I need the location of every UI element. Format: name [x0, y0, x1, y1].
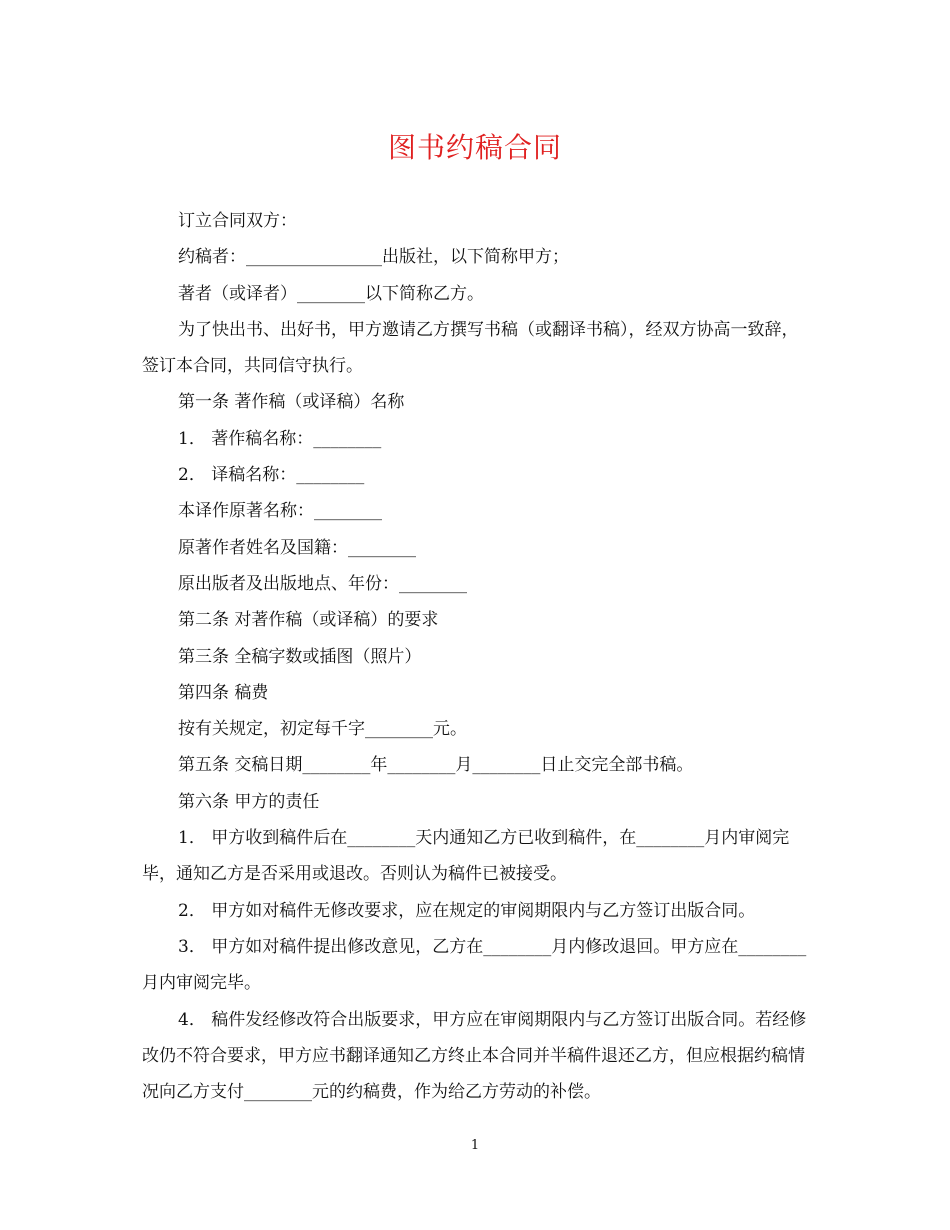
article-3-heading: 第三条 全稿字数或插图（照片） [178, 646, 422, 667]
article-2-heading: 第二条 对著作稿（或译稿）的要求 [178, 610, 439, 631]
article-5-heading: 第五条 交稿日期________年________月________日止交完全部书稿。 [178, 755, 694, 776]
article-4-heading: 第四条 稿费 [178, 682, 269, 703]
paragraph-author: 著者（或译者）________以下简称乙方。 [178, 283, 484, 304]
article-4-fee-line: 按有关规定，初定每千字________元。 [178, 719, 467, 740]
paragraph-parties: 订立合同双方： [178, 211, 297, 231]
original-publisher-line: 原出版者及出版地点、年份：________ [178, 573, 467, 594]
original-author-line: 原著作者姓名及国籍：________ [178, 537, 416, 558]
article-6-item-3: 3． 甲方如对稿件提出修改意见，乙方在________月内修改退回。甲方应在________月内审阅完毕。 [142, 936, 807, 994]
article-6-item-2: 2． 甲方如对稿件无修改要求，应在规定的审阅期限内与乙方签订出版合同。 [178, 900, 756, 921]
paragraph-commissioner: 约稿者：________________出版社，以下简称甲方； [178, 247, 569, 268]
article-1-item-1: 1． 著作稿名称：________ [178, 428, 382, 449]
document-title: 图书约稿合同 [387, 131, 562, 164]
article-6-heading: 第六条 甲方的责任 [178, 791, 320, 812]
paragraph-preamble: 为了快出书、出好书，甲方邀请乙方撰写书稿（或翻译书稿），经双方协高一致辞，签订本合同，共同信守执行。 [142, 319, 799, 377]
document-body [142, 203, 807, 1110]
article-6-item-1: 1． 甲方收到稿件后在________天内通知乙方已收到稿件，在________月内审阅完毕，通知乙方是否采用或退改。否则认为稿件已被接受。 [142, 828, 790, 885]
original-title-line: 本译作原著名称：________ [178, 501, 382, 522]
page-number: 1 [470, 1138, 480, 1153]
article-1-item-2: 2． 译稿名称：________ [178, 465, 365, 486]
article-1-heading: 第一条 著作稿（或译稿）名称 [178, 392, 405, 413]
article-6-item-4: 4． 稿件发经修改符合出版要求，甲方应在审阅期限内与乙方签订出版合同。若经修改仍不符合要求，甲方应书翻译通知乙方终止本合同并半稿件退还乙方，但应根据约稿情况向乙方支付________元的约稿费，作为给乙方劳动的补偿。 [142, 1009, 807, 1103]
